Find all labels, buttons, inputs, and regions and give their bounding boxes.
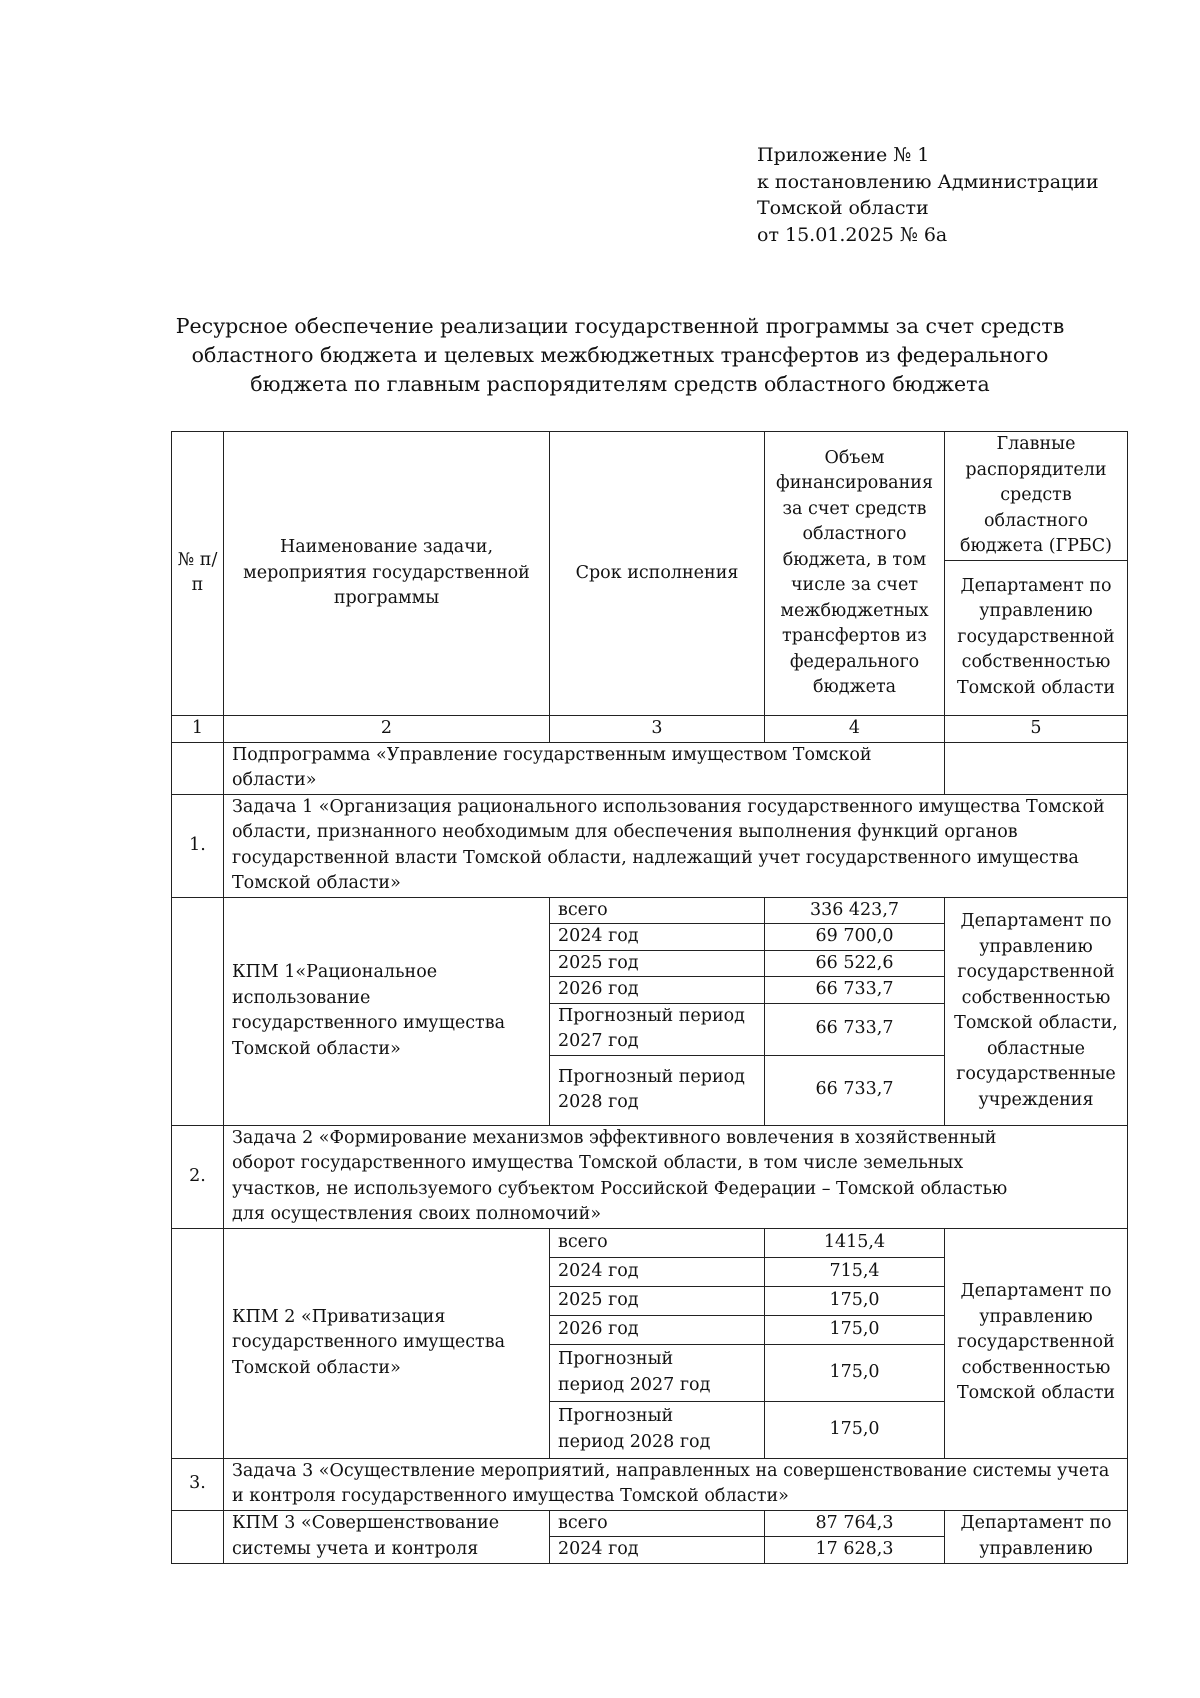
period-label: 2026 год: [550, 1315, 765, 1344]
task-row: [172, 794, 1128, 897]
funding-value: 175,0: [765, 1344, 945, 1401]
kpm-name: КПМ 1«Рациональное использование государственного имущества Томской области»: [224, 897, 550, 1125]
appendix-line: Приложение № 1: [757, 144, 930, 166]
funding-value: 17 628,3: [765, 1537, 945, 1564]
funding-value: 69 700,0: [765, 924, 945, 951]
kpm-grbs: Департамент по управлению государственной собственностью Томской области: [945, 1228, 1128, 1458]
col-number: 4: [765, 715, 945, 742]
period-label: 2024 год: [550, 1257, 765, 1286]
header-grbs-department: Департамент по управлению государственной собственностью Томской области: [945, 560, 1128, 715]
header-num: № п/п: [172, 432, 224, 716]
funding-value: 175,0: [765, 1315, 945, 1344]
funding-value: 1415,4: [765, 1228, 945, 1257]
task-text: Задача 2 «Формирование механизмов эффективного вовлечения в хозяйственный оборот государственного имущества Томской области, в том числе земельных участков, не используемого субъектом Российской Федерации – Томской областью для осуществления своих полномочий»: [224, 1125, 1128, 1228]
task-number: 3.: [172, 1458, 224, 1510]
task-number: 2.: [172, 1125, 224, 1228]
resource-table: [171, 431, 1128, 1564]
title-line: Ресурсное обеспечение реализации государственной программы за счет средств: [175, 314, 1065, 338]
period-label: всего: [550, 897, 765, 924]
appendix-line: от 15.01.2025 № 6а: [757, 223, 948, 246]
appendix-header: [757, 142, 1099, 248]
period-label: 2024 год: [550, 924, 765, 951]
appendix-line: Томской области: [757, 197, 929, 219]
period-label: 2025 год: [550, 1286, 765, 1315]
period-label: 2025 год: [550, 950, 765, 977]
funding-value: 66 522,6: [765, 950, 945, 977]
task-number: 1.: [172, 794, 224, 897]
task-row: [172, 1125, 1128, 1228]
funding-value: 715,4: [765, 1257, 945, 1286]
funding-value: 66 733,7: [765, 977, 945, 1004]
period-label: Прогнозный период 2028 год: [550, 1401, 765, 1458]
funding-value: 87 764,3: [765, 1510, 945, 1537]
column-numbers-row: [172, 715, 1128, 742]
col-number: 3: [550, 715, 765, 742]
header-grbs: Главные распорядители средств областного бюджета (ГРБС): [945, 432, 1128, 561]
kpm-name: КПМ 3 «Совершенствование системы учета и контроля: [224, 1510, 550, 1563]
funding-value: 66 733,7: [765, 1055, 945, 1125]
period-label: всего: [550, 1510, 765, 1537]
period-label: Прогнозный период 2027 год: [550, 1003, 765, 1055]
subprogram-row: [172, 742, 1128, 794]
col-number: 5: [945, 715, 1128, 742]
col-number: 2: [224, 715, 550, 742]
funding-value: 175,0: [765, 1401, 945, 1458]
kpm-name: КПМ 2 «Приватизация государственного имущества Томской области»: [224, 1228, 550, 1458]
funding-value: 336 423,7: [765, 897, 945, 924]
task-row: [172, 1458, 1128, 1510]
period-label: Прогнозный период 2027 год: [550, 1344, 765, 1401]
subprogram-title: Подпрограмма «Управление государственным имуществом Томской области»: [224, 742, 945, 794]
period-label: 2024 год: [550, 1537, 765, 1564]
period-label: 2026 год: [550, 977, 765, 1004]
document-title: [170, 312, 1070, 399]
title-line: бюджета по главным распорядителям средств областного бюджета: [250, 372, 990, 396]
kpm-grbs: Департамент по управлению государственной собственностью Томской области, областные государственные учреждения: [945, 897, 1128, 1125]
header-term: Срок исполнения: [550, 432, 765, 716]
period-label: Прогнозный период 2028 год: [550, 1055, 765, 1125]
period-label: всего: [550, 1228, 765, 1257]
header-name: Наименование задачи, мероприятия государственной программы: [224, 432, 550, 716]
funding-value: 66 733,7: [765, 1003, 945, 1055]
title-line: областного бюджета и целевых межбюджетных трансфертов из федерального: [191, 343, 1049, 367]
task-text: Задача 1 «Организация рационального использования государственного имущества Томской области, признанного необходимым для обеспечения выполнения функций органов государственной власти Томской области, надлежащий учет государственного имущества Томской области»: [224, 794, 1128, 897]
kpm-grbs: Департамент по управлению: [945, 1510, 1128, 1563]
task-text: Задача 3 «Осуществление мероприятий, направленных на совершенствование системы учета и контроля государственного имущества Томской области»: [224, 1458, 1128, 1510]
header-row: [172, 432, 1128, 561]
funding-value: 175,0: [765, 1286, 945, 1315]
col-number: 1: [172, 715, 224, 742]
header-funding: Объем финансирования за счет средств областного бюджета, в том числе за счет межбюджетных трансфертов из федерального бюджета: [765, 432, 945, 716]
appendix-line: к постановлению Администрации: [757, 170, 1099, 193]
